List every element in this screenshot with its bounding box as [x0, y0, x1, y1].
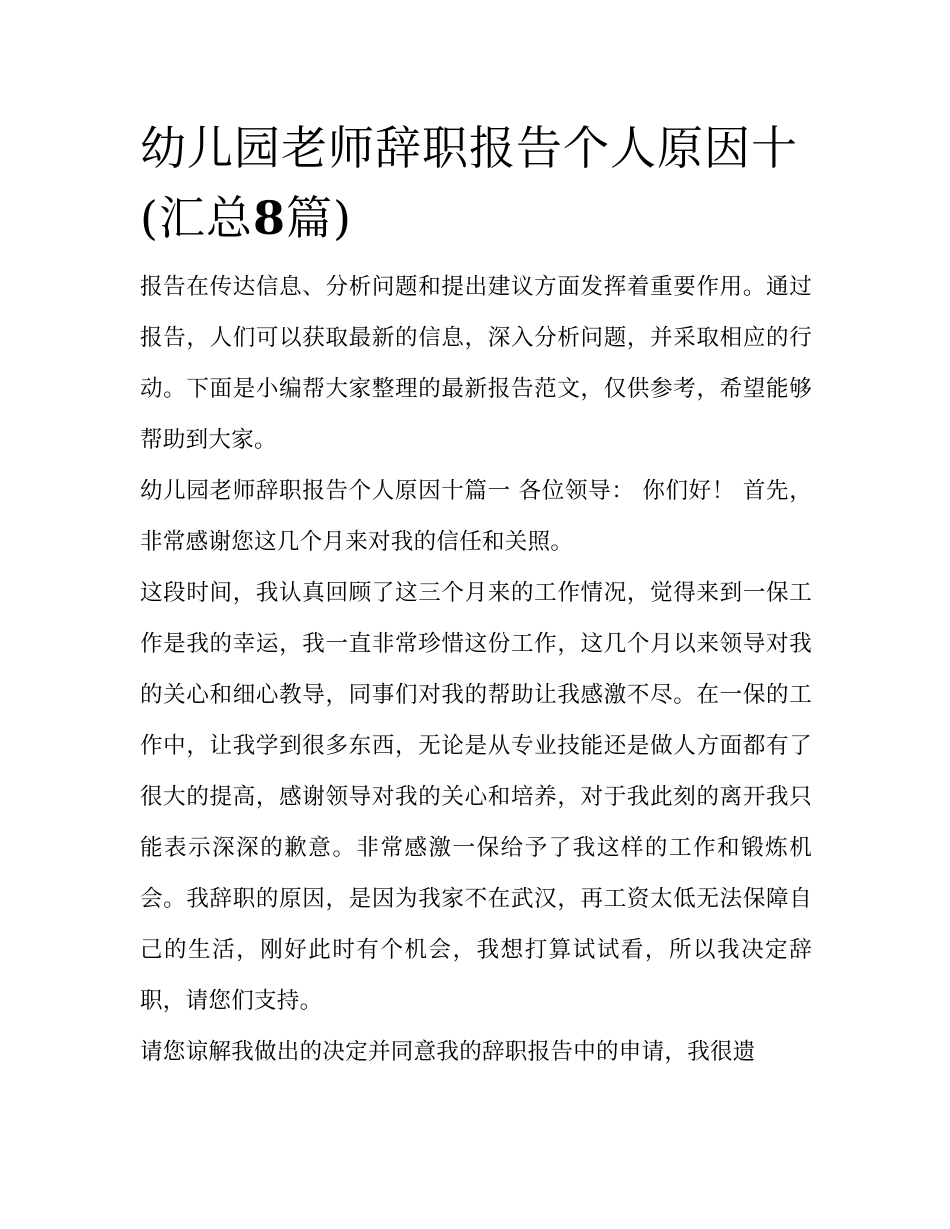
paragraph-body: 这段时间，我认真回顾了这三个月来的工作情况，觉得来到一保工作是我的幸运，我一直非常珍惜这份工作，这几个月以来领导对我的关心和细心教导，同事们对我的帮助让我感激不尽。在一保的工作中，让我学到很多东西，无论是从专业技能还是做人方面都有了很大的提高，感谢领导对我的关心和培养，对于我此刻的离开我只能表示深深的歉意。非常感激一保给予了我这样的工作和锻炼机会。我辞职的原因，是因为我家不在武汉，再工资太低无法保障自己的生活，刚好此时有个机会，我想打算试试看，所以我决定辞职，请您们支持。 — [140, 580, 812, 1014]
document-body — [140, 113, 812, 1078]
paragraph-intro: 报告在传达信息、分析问题和提出建议方面发挥着重要作用。通过报告，人们可以获取最新的信息，深入分析问题，并采取相应的行动。下面是小编帮大家整理的最新报告范文，仅供参考，希望能够帮助到大家。 — [140, 274, 812, 453]
title-number: 8 — [252, 191, 286, 245]
paragraph-request: 请您谅解我做出的决定并同意我的辞职报告中的申请，我很遗 — [140, 1039, 756, 1065]
title-text: 幼儿园老师辞职报告个人原因十(汇总 — [140, 121, 798, 245]
paragraph-greeting: 幼儿园老师辞职报告个人原因十篇一 各位领导： 你们好！ 首先，非常感谢您这几个月来对我的信任和关照。 — [140, 478, 812, 555]
document-title — [140, 113, 812, 253]
title-suffix: 篇) — [285, 191, 352, 245]
